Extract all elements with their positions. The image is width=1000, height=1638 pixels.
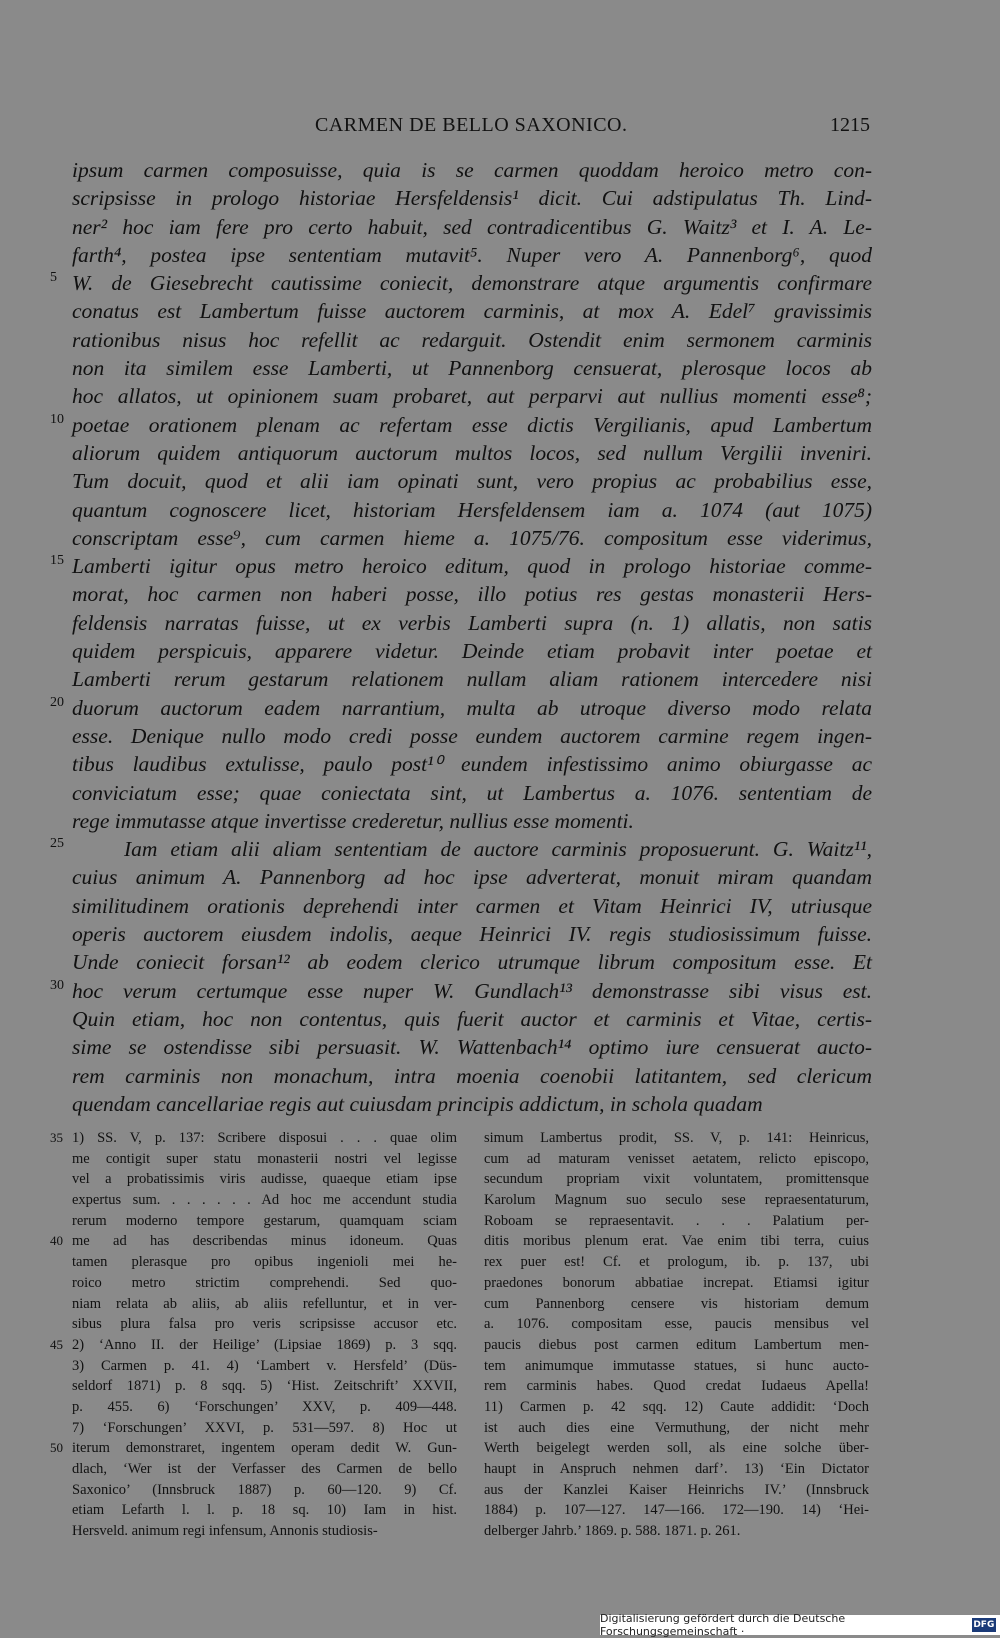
text-line	[72, 439, 872, 467]
line-text: rerum moderno tempore gestarum, quamquam sciam	[72, 1212, 457, 1229]
footnote-line	[72, 1190, 457, 1211]
footnote-line	[484, 1190, 869, 1211]
line-text: Unde coniecit forsan¹² ab eodem clerico utrumque librum compositum esse. Et	[72, 950, 872, 975]
footnote-line	[484, 1500, 869, 1521]
footnote-line	[484, 1480, 869, 1501]
line-text: secundum propriam vixit voluntatem, promittensque	[484, 1171, 869, 1188]
text-line	[72, 524, 872, 552]
line-text: me contigit super statu monasterii nostri vel legisse	[72, 1150, 457, 1167]
text-line	[72, 184, 872, 212]
page-header	[70, 114, 870, 144]
footnote-line	[72, 1252, 457, 1273]
footnote-line	[484, 1376, 869, 1397]
footnote-line	[72, 1169, 457, 1190]
line-text: rationibus nisus hoc refellit ac redarguit. Ostendit enim sermonem carminis	[72, 327, 872, 352]
footnote-line	[72, 1480, 457, 1501]
footnote-line	[484, 1149, 869, 1170]
line-text: quantum cognoscere licet, historiam Hersfeldensem iam a. 1074 (aut 1075)	[72, 497, 872, 522]
line-text: W. de Giesebrecht cautissime coniecit, demonstrare atque argumentis confirmare	[72, 271, 872, 296]
line-text: rem carminis habes. Quod credat Iudaeus Apella!	[484, 1378, 869, 1395]
line-text: farth⁴, postea ipse sententiam mutavit⁵. Nuper vero A. Pannenborg⁶, quod	[72, 242, 872, 267]
page-number: 1215	[830, 114, 870, 136]
line-number: 10	[50, 411, 64, 427]
footnote-line	[484, 1314, 869, 1335]
footnote-line	[484, 1231, 869, 1252]
text-line	[72, 1090, 872, 1118]
footnote-line	[72, 1376, 457, 1397]
text-line	[72, 580, 872, 608]
line-text: conviciatum esse; quae coniectata sint, ut Lambertus a. 1076. sententiam de	[72, 780, 872, 805]
line-text: 1) SS. V, p. 137: Scribere disposui . . . quae olim	[72, 1130, 457, 1146]
footnote-line	[484, 1356, 869, 1377]
line-text: poetae orationem plenam ac refertam esse dictis Vergilianis, apud Lambertum	[72, 412, 872, 437]
footnotes-right-column	[484, 1128, 869, 1542]
line-text: Werth beigelegt werden soll, als eine solche über-	[484, 1440, 869, 1457]
line-text: paucis diebus post carmen editum Lambertum men-	[484, 1336, 869, 1353]
footnotes-left-column	[50, 1128, 457, 1542]
text-line	[72, 722, 872, 750]
line-text: tem animumque immutasse statues, si hunc aucto-	[484, 1357, 869, 1374]
text-line	[72, 892, 872, 920]
line-text: seldorf 1871) p. 8 sqq. 5) ‘Hist. Zeitschrift’ XXVII,	[72, 1378, 457, 1395]
line-text: rem carminis non monachum, intra moenia coenobii latitantem, sed clericum	[72, 1063, 872, 1088]
text-line	[72, 297, 872, 325]
line-text: ditis moribus plenum erat. Vae enim tibi terra, cuius	[484, 1233, 869, 1250]
line-text: Tum docuit, quod et alii iam opinati sunt, vero propius ac probabilius esse,	[72, 469, 872, 494]
line-text: aus der Kanzlei Kaiser Heinrichs IV.’ (Innsbruck	[484, 1481, 869, 1498]
footer-credit: Digitalisierung gefördert durch die Deutsche Forschungsgemeinschaft ·	[600, 1612, 846, 1638]
text-line	[72, 326, 872, 354]
line-text: operis auctorem eiusdem indolis, aeque Heinrici IV. regis studiosissimum fuisse.	[72, 922, 872, 947]
line-text: hoc allatos, ut opinionem suam probaret, aut perparvi aut nullius momenti esse⁸;	[72, 384, 872, 409]
line-text: a. 1076. compositam esse, paucis mensibus vel	[484, 1316, 869, 1333]
line-number: 35	[50, 1130, 63, 1145]
line-text: etiam Lefarth l. l. p. 18 sq. 10) Iam in hist.	[72, 1502, 457, 1519]
line-text: Lamberti rerum gestarum relationem nullam aliam rationem intercedere nisi	[72, 667, 872, 692]
line-text: 1884) p. 107—127. 147—166. 172—190. 14) ‘Hei-	[484, 1502, 869, 1519]
line-text: aliorum quidem antiquorum auctorum multos locos, sed nullum Vergilii inveniri.	[72, 440, 872, 465]
line-text: haupt in Anspruch nehmen darf’. 13) ‘Ein Dictator	[484, 1461, 869, 1477]
line-text: simum Lambertus prodit, SS. V, p. 141: Heinricus,	[484, 1130, 869, 1146]
footnote-line	[484, 1397, 869, 1418]
running-title: CARMEN DE BELLO SAXONICO.	[315, 114, 628, 136]
text-line	[72, 637, 872, 665]
footnote-line	[72, 1273, 457, 1294]
footnote-line	[484, 1459, 869, 1480]
dfg-logo: DFG	[973, 1620, 995, 1630]
line-text: cum ad maturam venisset aetatem, relicto episcopo,	[484, 1150, 869, 1167]
line-text: me ad has describendas minus idoneum. Quas	[72, 1233, 457, 1250]
footnote-line	[484, 1169, 869, 1190]
line-text: morat, hoc carmen non haberi posse, illo potius res gestas monasterii Hers-	[72, 582, 872, 607]
line-text: Saxonico’ (Innsbruck 1887) p. 60—120. 9) Cf.	[72, 1481, 457, 1498]
footnote-line	[72, 1397, 457, 1418]
footnote-line	[484, 1252, 869, 1273]
footnote-line	[50, 1438, 457, 1459]
line-text: 11) Carmen p. 42 sqq. 12) Caute addidit: ‘Doch	[484, 1398, 869, 1415]
text-line	[72, 779, 872, 807]
line-text: sime se ostendisse sibi persuasit. W. Wattenbach¹⁴ optimo iure censuerat aucto-	[72, 1035, 872, 1060]
line-text: rex puer est! Cf. et prologum, ib. p. 137, ubi	[484, 1254, 869, 1271]
line-text: quendam cancellariae regis aut cuiusdam principis addictum, in schola quadam	[72, 1091, 763, 1116]
line-text: 7) ‘Forschungen’ XXVI, p. 531—597. 8) Hoc ut	[72, 1419, 457, 1436]
text-line	[72, 241, 872, 269]
text-line	[50, 411, 872, 439]
footnote-line	[72, 1500, 457, 1521]
footnote-line	[72, 1211, 457, 1232]
footnote-line	[50, 1231, 457, 1252]
line-number: 45	[50, 1336, 63, 1352]
line-text: tibus laudibus extulisse, paulo post¹⁰ eundem infestissimo animo obiurgasse ac	[72, 752, 872, 777]
line-text: ipsum carmen composuisse, quia is se carmen quoddam heroico metro con-	[72, 158, 872, 182]
line-text: iterum demonstraret, ingentem operam dedit W. Gun-	[72, 1440, 457, 1457]
line-text: sibus plura falsa pro veris scripsisse accusor etc.	[72, 1316, 457, 1333]
line-text: roico metro strictim comprehendi. Sed quo-	[72, 1274, 457, 1291]
line-text: quidem perspicuis, apparere videtur. Deinde etiam probavit inter poetae et	[72, 639, 872, 664]
line-text: rege immutasse atque invertisse crederetur, nullius esse momenti.	[72, 808, 634, 833]
text-line	[72, 609, 872, 637]
line-text: delberger Jahrb.’ 1869. p. 588. 1871. p. 261.	[484, 1523, 741, 1540]
text-line	[72, 496, 872, 524]
text-line	[72, 156, 872, 184]
footnote-line	[484, 1438, 869, 1459]
text-line	[50, 694, 872, 722]
line-text: Iam etiam alii aliam sententiam de auctore carminis proposuerunt. G. Waitz¹¹,	[124, 837, 872, 862]
line-text: duorum auctorum eadem narrantium, multa ab utroque diverso modo relata	[72, 695, 872, 720]
line-text: Hersveld. animum regi infensum, Annonis studiosis-	[72, 1523, 378, 1540]
text-line	[72, 467, 872, 495]
footnote-line	[484, 1128, 869, 1149]
main-text	[50, 156, 872, 1118]
footnote-line	[50, 1128, 457, 1149]
text-line	[72, 1005, 872, 1033]
line-number: 15	[50, 553, 64, 569]
footnote-line	[484, 1335, 869, 1356]
footnote-line	[72, 1418, 457, 1439]
footnote-line	[50, 1335, 457, 1356]
text-line	[50, 835, 872, 863]
line-text: conscriptam esse⁹, cum carmen hieme a. 1075/76. compositum esse viderimus,	[72, 525, 872, 550]
line-number: 5	[50, 270, 57, 286]
text-line	[72, 1062, 872, 1090]
footnote-line	[484, 1211, 869, 1232]
line-number: 20	[50, 694, 64, 710]
line-text: hoc verum certumque esse nuper W. Gundlach¹³ demonstrasse sibi visus est.	[72, 978, 872, 1003]
text-line	[72, 382, 872, 410]
text-line	[72, 920, 872, 948]
footnote-line	[72, 1294, 457, 1315]
line-text: Quin etiam, hoc non contentus, quis fuerit auctor et carminis et Vitae, certis-	[72, 1006, 872, 1031]
line-text: cuius animum A. Pannenborg ad hoc ipse adverterat, monuit miram quandam	[72, 865, 872, 890]
line-text: esse. Denique nullo modo credi posse eundem auctorem carmine regem ingen-	[72, 723, 872, 748]
text-line	[72, 807, 872, 835]
line-text: ist auch dies eine Vermuthung, der nicht mehr	[484, 1419, 869, 1436]
line-text: vel a probatissimis viris audisse, quaeque etiam ipse	[72, 1171, 457, 1188]
line-text: conatus est Lambertum fuisse auctorem carminis, at mox A. Edel⁷ gravissimis	[72, 299, 872, 324]
text-line	[50, 269, 872, 297]
text-line	[72, 354, 872, 382]
text-line	[72, 750, 872, 778]
line-number: 40	[50, 1233, 63, 1249]
text-line	[50, 552, 872, 580]
footnote-line	[484, 1521, 869, 1542]
line-text: 2) ‘Anno II. der Heilige’ (Lipsiae 1869) p. 3 sqq.	[72, 1336, 457, 1353]
footnote-line	[72, 1356, 457, 1377]
line-text: praedones bonorum abbatiae increpat. Etiamsi igitur	[484, 1274, 869, 1291]
line-number: 25	[50, 836, 64, 852]
footnote-line	[72, 1314, 457, 1335]
line-text: Roboam se repraesentavit. . . . Palatium per-	[484, 1212, 869, 1229]
footnote-line	[484, 1294, 869, 1315]
digitization-footer	[600, 1612, 1000, 1638]
text-line	[72, 948, 872, 976]
line-text: ner² hoc iam fere pro certo habuit, sed contradicentibus G. Waitz³ et I. A. Le-	[72, 214, 872, 239]
footnote-line	[72, 1521, 457, 1542]
footnote-line	[484, 1418, 869, 1439]
line-text: Lamberti igitur opus metro heroico editum, quod in prologo historiae comme-	[72, 554, 872, 579]
line-text: similitudinem orationis deprehendi inter carmen et Vitam Heinrici IV, utriusque	[72, 893, 872, 918]
line-text: feldensis narratas fuisse, ut ex verbis Lamberti supra (n. 1) allatis, non satis	[72, 610, 872, 635]
line-text: dlach, ‘Wer ist der Verfasser des Carmen de bello	[72, 1461, 457, 1477]
line-text: non ita similem esse Lamberti, ut Pannenborg censuerat, plerosque locos ab	[72, 356, 872, 381]
text-line	[72, 863, 872, 891]
line-text: cum Pannenborg censere vis historiam demum	[484, 1295, 869, 1312]
footnote-line	[72, 1149, 457, 1170]
footnote-line	[484, 1273, 869, 1294]
footnote-line	[72, 1459, 457, 1480]
line-number: 30	[50, 977, 64, 993]
line-text: p. 455. 6) ‘Forschungen’ XXV, p. 409—448.	[72, 1398, 457, 1415]
text-line	[50, 977, 872, 1005]
text-line	[72, 213, 872, 241]
line-number: 50	[50, 1440, 63, 1456]
line-text: scripsisse in prologo historiae Hersfeldensis¹ dicit. Cui adstipulatus Th. Lind-	[72, 186, 872, 211]
line-text: expertus sum. . . . . . . Ad hoc me accendunt studia	[72, 1192, 457, 1209]
text-line	[72, 1033, 872, 1061]
line-text: Karolum Magnum suo seculo sese repraesentaturum,	[484, 1192, 869, 1209]
line-text: tamen plerasque pro opibus ingenioli mei he-	[72, 1254, 457, 1271]
text-line	[72, 665, 872, 693]
line-text: 3) Carmen p. 41. 4) ‘Lambert v. Hersfeld’ (Düs-	[72, 1357, 457, 1374]
line-text: niam relata ab aliis, ab aliis refelluntur, et in ver-	[72, 1295, 457, 1312]
